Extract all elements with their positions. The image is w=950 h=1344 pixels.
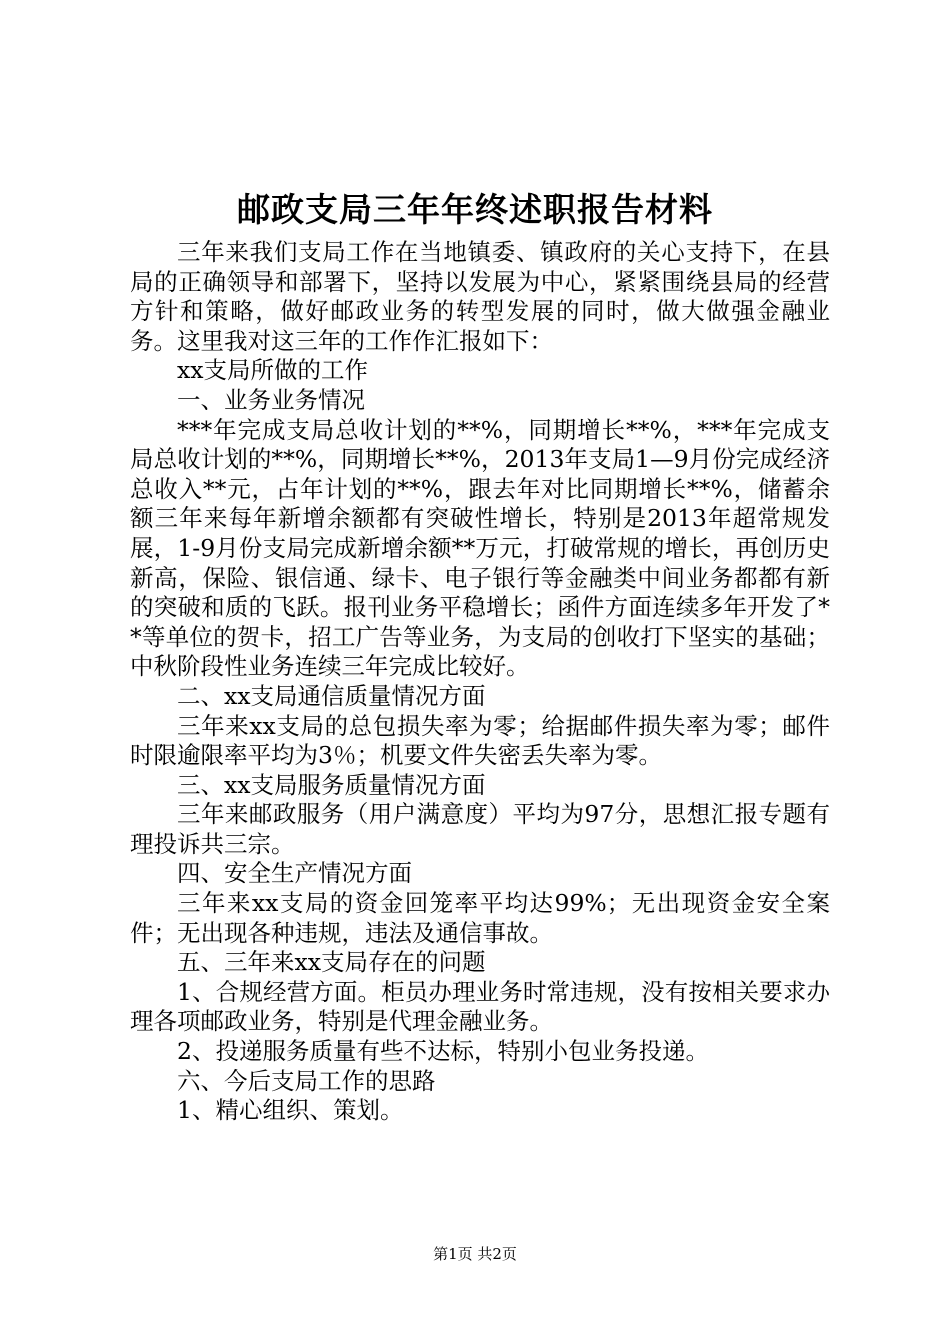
paragraph-problem-1: 1、合规经营方面。柜员办理业务时常违规，没有按相关要求办理各项邮政业务，特别是代理金融业务。: [130, 977, 830, 1036]
paragraph-service: 三年来邮政服务（用户满意度）平均为97分，思想汇报专题有理投诉共三宗。: [130, 800, 830, 858]
paragraph-safety: 三年来xx支局的资金回笼率平均达99%；无出现资金安全案件；无出现各种违规，违法及通信事故。: [130, 889, 830, 947]
paragraph-intro: 三年来我们支局工作在当地镇委、镇政府的关心支持下，在县局的正确领导和部署下，坚持以发展为中心，紧紧围绕县局的经营方针和策略，做好邮政业务的转型发展的同时，做大做强金融业务。这里我对这三年的工作作汇报如下：: [130, 238, 830, 355]
section-heading-4: 四、安全生产情况方面: [177, 859, 412, 888]
section-heading-2: 二、xx支局通信质量情况方面: [177, 681, 486, 710]
section-heading-1: 一、业务业务情况: [177, 385, 365, 414]
section-heading-5: 五、三年来xx支局存在的问题: [177, 948, 486, 977]
paragraph-quality: 三年来xx支局的总包损失率为零；给据邮件损失率为零；邮件时限逾限率平均为3％；机要文件失密丢失率为零。: [130, 711, 830, 770]
paragraph-plan-1: 1、精心组织、策划。: [177, 1096, 404, 1125]
section-heading-6: 六、今后支局工作的思路: [177, 1066, 436, 1095]
document-title: 邮政支局三年年终述职报告材料: [237, 190, 713, 229]
paragraph-problem-2: 2、投递服务质量有些不达标，特别小包业务投递。: [177, 1037, 709, 1066]
section-heading-3: 三、xx支局服务质量情况方面: [177, 770, 486, 799]
document-body: [130, 238, 830, 1126]
paragraph-business: ***年完成支局总收计划的**%，同期增长**%，***年完成支局总收计划的**%，同期增长**%，2013年支局1—9月份完成经济总收入**元，占年计划的**%，跟去年对比同期增长**%，储蓄余额三年来每年新增余额都有突破性增长，特别是2013年超常规发展，1-9月份支局完成新增余额**万元，打破常规的增长，再创历史新高，保险、银信通、绿卡、电子银行等金融类中间业务都都有新的突破和质的飞跃。报刊业务平稳增长；函件方面连续多年开发了**等单位的贺卡，招工广告等业务，为支局的创收打下坚实的基础；中秋阶段性业务连续三年完成比较好。: [130, 415, 830, 681]
page-footer: 第1页 共2页: [433, 1245, 517, 1263]
section-heading-work: xx支局所做的工作: [177, 356, 369, 385]
